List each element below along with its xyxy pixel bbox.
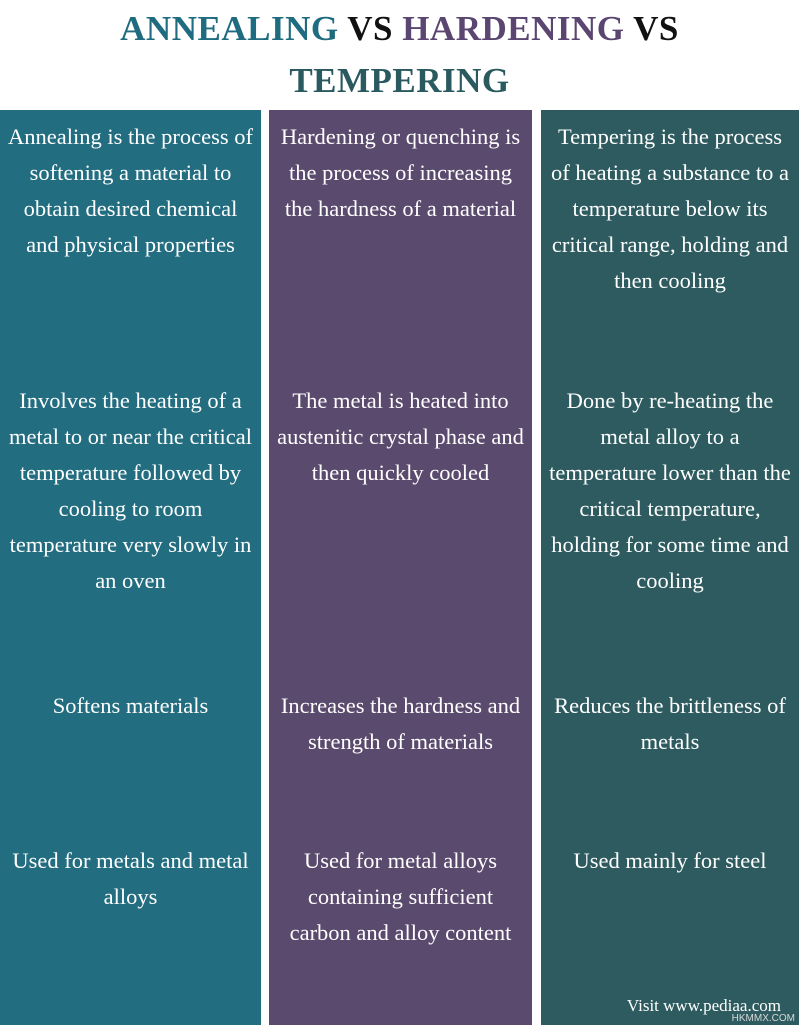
annealing-usage: Used for metals and metal alloys — [12, 848, 249, 909]
footer-link[interactable]: Visit www.pediaa.com — [626, 996, 781, 1015]
tempering-usage: Used mainly for steel — [573, 848, 767, 873]
annealing-process: Involves the heating of a metal to or near the critical temperature followed by cooling to room temperature very slowly in an oven — [8, 388, 252, 593]
hardening-definition: Hardening or quenching is the process of increasing the hardness of a material — [280, 124, 521, 221]
header — [0, 0, 799, 110]
tempering-effect: Reduces the brittleness of metals — [554, 693, 786, 754]
hardening-effect: Increases the hardness and strength of materials — [280, 693, 521, 754]
annealing-definition: Annealing is the process of softening a material to obtain desired chemical and physical properties — [8, 124, 253, 257]
hardening-usage: Used for metal alloys containing sufficient carbon and alloy content — [289, 848, 512, 945]
tempering-definition: Tempering is the process of heating a substance to a temperature below its critical range, holding and then cooling — [550, 124, 790, 293]
title-vs-2: VS — [624, 9, 679, 48]
title-hardening: HARDENING — [402, 9, 625, 48]
page-title — [0, 3, 799, 107]
annealing-effect: Softens materials — [52, 693, 209, 718]
tempering-column — [541, 110, 799, 1025]
title-vs-1: VS — [338, 9, 403, 48]
watermark: HKMMX.COM — [731, 1013, 795, 1024]
tempering-process: Done by re-heating the metal alloy to a temperature lower than the critical temperature, holding for some time and cooling — [549, 388, 791, 593]
annealing-column — [0, 110, 261, 1025]
title-annealing: ANNEALING — [120, 9, 339, 48]
title-tempering: TEMPERING — [289, 61, 510, 100]
hardening-process: The metal is heated into austenitic crystal phase and then quickly cooled — [277, 388, 524, 485]
hardening-column — [269, 110, 532, 1025]
